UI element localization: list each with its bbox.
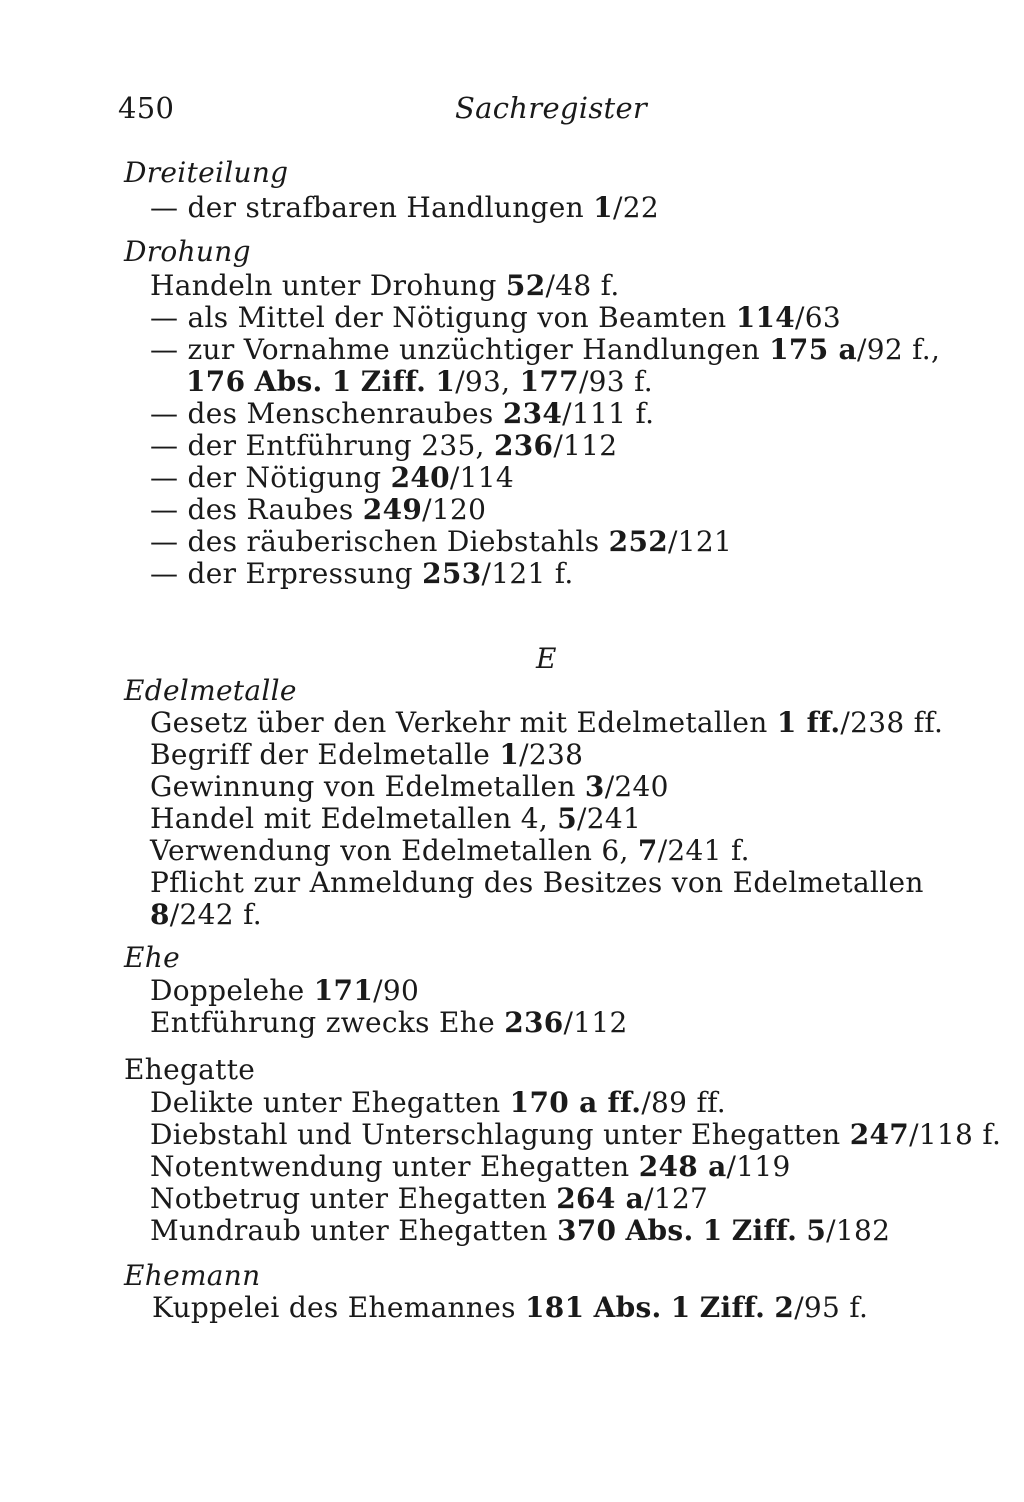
index-heading: Drohung	[124, 235, 251, 268]
index-entry: Pflicht zur Anmeldung des Besitzes von Edelmetallen	[150, 866, 924, 899]
index-entry: — als Mittel der Nötigung von Beamten 114/63	[150, 301, 842, 334]
index-entry: — der Erpressung 253/121 f.	[150, 557, 574, 590]
index-entry: Doppelehe 171/90	[150, 974, 420, 1007]
index-heading: Edelmetalle	[124, 674, 297, 707]
index-entry: — der Nötigung 240/114	[150, 461, 514, 494]
index-entry: Notbetrug unter Ehegatten 264 a/127	[150, 1182, 709, 1215]
index-entry-continuation: 176 Abs. 1 Ziff. 1/93, 177/93 f.	[186, 365, 653, 398]
running-title: Sachregister	[455, 91, 648, 125]
index-heading: Ehemann	[124, 1259, 261, 1292]
index-entry: — zur Vornahme unzüchtiger Handlungen 175 a/92 f.,	[150, 333, 941, 366]
index-heading: Ehe	[124, 941, 180, 974]
index-entry: Diebstahl und Unterschlagung unter Ehegatten 247/118 f.	[150, 1118, 1002, 1151]
index-entry: — der strafbaren Handlungen 1/22	[150, 191, 659, 224]
index-entry: Handeln unter Drohung 52/48 f.	[150, 269, 620, 302]
index-heading: Dreiteilung	[124, 156, 289, 189]
index-entry: Mundraub unter Ehegatten 370 Abs. 1 Ziff. 5/182	[150, 1214, 891, 1247]
index-entry: Verwendung von Edelmetallen 6, 7/241 f.	[150, 834, 750, 867]
index-entry: Gewinnung von Edelmetallen 3/240	[150, 770, 669, 803]
index-entry: Kuppelei des Ehemannes 181 Abs. 1 Ziff. 2/95 f.	[152, 1291, 869, 1324]
index-entry: — des räuberischen Diebstahls 252/121	[150, 525, 733, 558]
index-heading: Ehegatte	[124, 1053, 256, 1086]
index-entry-continuation: 8/242 f.	[150, 898, 262, 931]
index-entry: Delikte unter Ehegatten 170 a ff./89 ff.	[150, 1086, 727, 1119]
index-entry: Gesetz über den Verkehr mit Edelmetallen 1 ff./238 ff.	[150, 706, 944, 739]
index-entry: — des Menschenraubes 234/111 f.	[150, 397, 655, 430]
index-entry: Begriff der Edelmetalle 1/238	[150, 738, 584, 771]
index-entry: Entführung zwecks Ehe 236/112	[150, 1006, 628, 1039]
page-number: 450	[118, 91, 175, 125]
index-entry: Handel mit Edelmetallen 4, 5/241	[150, 802, 642, 835]
index-entry: — des Raubes 249/120	[150, 493, 487, 526]
index-entry: Notentwendung unter Ehegatten 248 a/119	[150, 1150, 791, 1183]
section-letter: E	[536, 642, 557, 675]
index-entry: — der Entführung 235, 236/112	[150, 429, 618, 462]
